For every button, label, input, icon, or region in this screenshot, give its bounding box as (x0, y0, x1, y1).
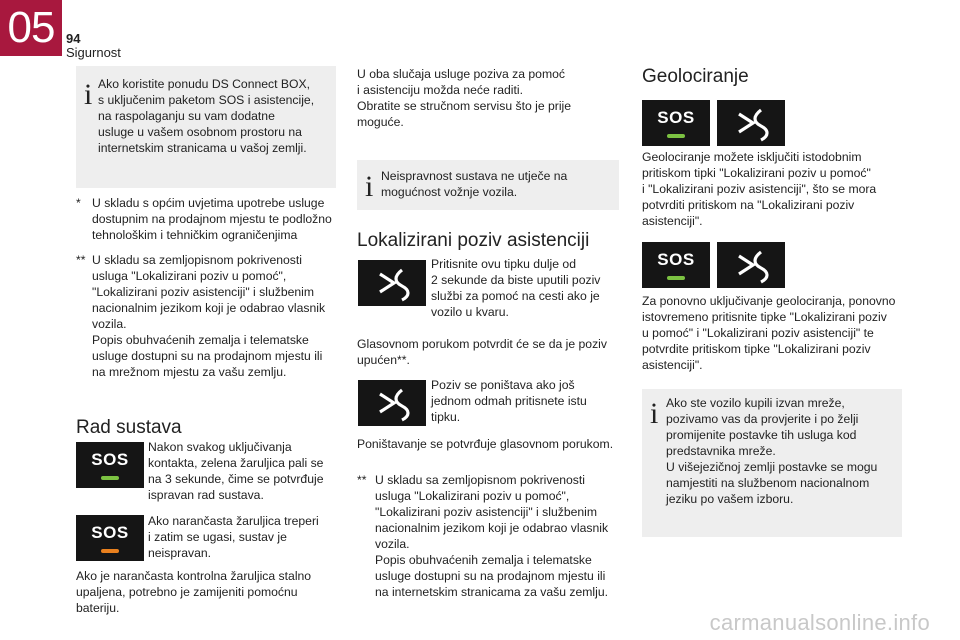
sos-button-icon: SOS (642, 100, 710, 146)
orange-led-icon (101, 549, 119, 553)
info-box-text: Neispravnost sustava ne utječe na mogućnost vožnje vozila. (381, 169, 568, 199)
ds-assistance-button-icon (358, 380, 426, 426)
ds-assistance-button-icon (358, 260, 426, 306)
footnote-marker: ** (76, 253, 86, 267)
footnote-double-star: ** U skladu sa zemljopisnom pokrivenosti usluga "Lokalizirani poziv u pomoć", "Lokalizirani poziv asistenciji" i službenim nacionalnim jezikom koji je odabrao vlasnik vozila. Popis obuhvaćenih zemalja i telematske usluge dostupni su na prodajnom mjestu ili na internetskim stranicama za vašu zemlju. (357, 473, 609, 599)
info-i-icon: i (365, 170, 374, 203)
sos-button-icon: SOS (76, 515, 144, 561)
step-text-4: Poništavanje se potvrđuje glasovnom porukom. (357, 437, 614, 451)
heading-geolociranje: Geolociranje (642, 66, 749, 87)
info-i-icon: i (84, 78, 93, 111)
chapter-number-tab: 05 (0, 0, 62, 56)
green-led-icon (101, 476, 119, 480)
geolocation-off-text: Geolociranje možete isključiti istodobnim pritiskom tipki "Lokalizirani poziv u pomoć" i "Lokalizirani poziv asistenciji", što se mora potvrditi pritiskom na "Lokalizirani poziv asistenciji". (642, 150, 877, 228)
intro-text: U oba slučaja usluge poziva za pomoć i asistenciju možda neće raditi. Obratite se stručnom servisu što je prije moguće. (357, 67, 572, 129)
page-number: 94 (66, 31, 81, 46)
step-text-3: Poziv se poništava ako još jednom odmah pritisnete istu tipku. (431, 378, 587, 424)
sos-button-icon: SOS (76, 442, 144, 488)
info-box-text: Ako ste vozilo kupili izvan mreže, pozivamo vas da provjerite i po želji promijenite postavke tih usluga kod predstavnika mreže. U višejezičnoj zemlji postavke se mogu namjestiti na službenom nacionalnom jeziku po vašem izboru. (666, 396, 878, 506)
operation-text-1: Nakon svakog uključivanja kontakta, zelena žaruljica pali se na 3 sekunde, čime se potvrđuje ispravan rad sustava. (148, 440, 324, 502)
heading-rad-sustava: Rad sustava (76, 417, 182, 438)
step-text-2: Glasovnom porukom potvrdit će se da je poziv upućen**. (357, 337, 607, 367)
sos-button-icon: SOS (642, 242, 710, 288)
footnote-double-star: ** U skladu sa zemljopisnom pokrivenosti usluga "Lokalizirani poziv u pomoć", "Lokalizirani poziv asistenciji" i službenim nacionalnim jezikom koji je odabrao vlasnik vozila. Popis obuhvaćenih zemalja i telematske usluge dostupni su na prodajnom mjestu ili na mrežnom mjestu za vašu zemlju. (76, 253, 326, 379)
step-text-1: Pritisnite ovu tipku dulje od 2 sekunde da biste uputili poziv službi za pomoć na cesti ako je vozilo u kvaru. (431, 257, 601, 319)
green-led-icon (667, 134, 685, 138)
info-box-ds-connect (76, 66, 336, 188)
watermark: carmanualsonline.info (709, 610, 930, 635)
info-box-network (642, 389, 902, 537)
operation-text-3: Ako je narančasta kontrolna žaruljica stalno upaljena, potrebno je zamijeniti pomoćnu bateriju. (76, 569, 312, 615)
geolocation-on-text: Za ponovno uključivanje geolociranja, ponovno istovremeno pritisnite tipke "Lokalizirani poziv u pomoć" i "Lokalizirani poziv asistenciji" te potvrdite pritiskom tipke "Lokalizirani poziv asistenciji". (642, 294, 896, 372)
operation-text-2: Ako narančasta žaruljica treperi i zatim se ugasi, sustav je neispravan. (148, 514, 319, 560)
footnote-marker: ** (357, 473, 367, 487)
ds-assistance-button-icon (717, 100, 785, 146)
footnote-single-star: * U skladu s općim uvjetima upotrebe usluge dostupnim na prodajnom mjestu te podložno tehnološkim i tehničkim ograničenjima (76, 196, 332, 242)
info-i-icon: i (650, 397, 659, 430)
green-led-icon (667, 276, 685, 280)
ds-assistance-button-icon (717, 242, 785, 288)
heading-lokalizirani-poziv: Lokalizirani poziv asistenciji (357, 230, 590, 251)
info-box-text: Ako koristite ponudu DS Connect BOX, s uključenim paketom SOS i asistencije, na raspolaganju su vam dodatne usluge u vašem osobnom prostoru na internetskim stranicama u vašoj zemlji. (98, 77, 315, 155)
footnote-marker: * (76, 196, 81, 210)
info-box-driving (357, 160, 619, 210)
section-name: Sigurnost (66, 45, 121, 60)
